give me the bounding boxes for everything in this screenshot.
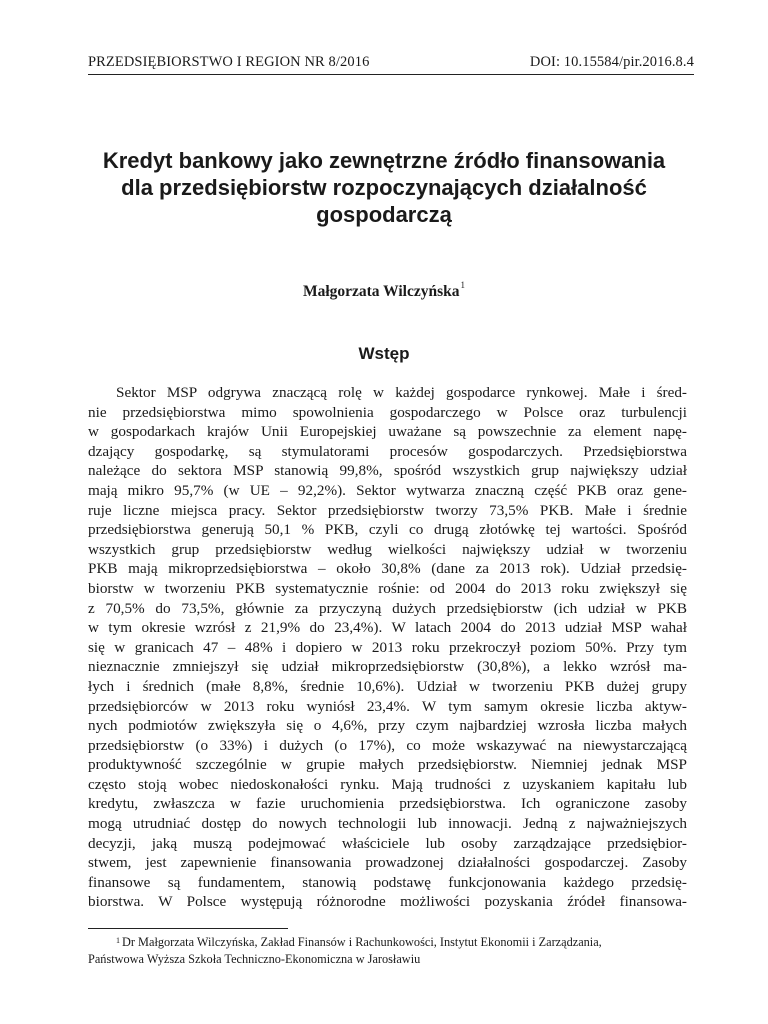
footnote-line: Państwowa Wyższa Szkoła Techniczno-Ekonomiczna w Jarosławiu (88, 952, 421, 966)
author-footnote-mark: 1 (460, 280, 466, 290)
paragraph-line: w gospodarkach krajów Unii Europejskiej uważane są powszechnie za element napę- (88, 423, 687, 441)
paragraph-line: przedsiębiorców w 2013 roku wyniósł 23,4%. W tym samym okresie liczba aktyw- (88, 697, 687, 715)
journal-name: PRZEDSIĘBIORSTWO I REGION NR 8/2016 (88, 54, 370, 70)
paragraph-line: przedsiębiorstw (o 33%) i dużych (o 17%), co może wskazywać na niewystarczającą (88, 736, 687, 754)
footnote-mark: 1 (116, 936, 120, 945)
paragraph-line: mogą utrudniać dostęp do nowych technologii lub innowacji. Jedną z najważniejszych (88, 815, 687, 833)
paragraph-line: produktywność szczególnie w grupie małych przedsiębiorstw. Niemniej jednak MSP (88, 756, 687, 774)
paragraph-line: Sektor MSP odgrywa znaczącą rolę w każdej gospodarce rynkowej. Małe i śred- (116, 384, 687, 401)
title-line: gospodarczą (316, 202, 452, 227)
paragraph-line: wszystkich grup przedsiębiorstw według wielkości największy udział w tworzeniu (88, 540, 687, 558)
paragraph-line: często stoją wobec niedoskonałości rynku. Mają trudności z uzyskaniem kapitału lub (88, 775, 687, 793)
paragraph-line: PKB mają mikroprzedsiębiorstwa – około 30,8% (dane za 2013 rok). Udział przedsię- (88, 560, 687, 578)
section-heading: Wstęp (358, 344, 410, 363)
paragraph-line: nie przedsiębiorstwa mimo spowolnienia gospodarczego w Polsce oraz turbulencji (88, 403, 687, 421)
article-title (80, 147, 688, 228)
paragraph-line: należące do sektora MSP stanowią 99,8%, spośród wszystkich grup największy udział (88, 462, 687, 480)
title-line: dla przedsiębiorstw rozpoczynających działalność (121, 175, 647, 200)
author-name: Małgorzata Wilczyńska (302, 283, 460, 300)
footnote-divider (88, 928, 288, 929)
footnote-text: Dr Małgorzata Wilczyńska, Zakład Finansów i Rachunkowości, Instytut Ekonomii i Zarządzania, (122, 935, 602, 949)
paragraph-line: decyzji, jaką muszą podejmować właściciele lub osoby zarządzające przedsiębior- (88, 834, 687, 852)
paragraph-line: biorstw w tworzeniu PKB systematycznie rośnie: od 2004 do 2013 roku zwiększył się (88, 579, 687, 597)
paragraph-line: dzający gospodarkę, są stymulatorami procesów gospodarczych. Przedsiębiorstwa (88, 442, 687, 460)
paragraph-line: przedsiębiorstwa generują 50,1 % PKB, czyli co drugą złotówkę tej wartości. Spośród (88, 521, 687, 539)
paragraph-line: finansowe są fundamentem, stanowią podstawę funkcjonowania każdego przedsię- (88, 873, 687, 891)
paragraph-line: biorstwa. W Polsce występują różnorodne możliwości pozyskania źródeł finansowa- (88, 893, 687, 911)
paragraph-line: w tym okresie wzrósł z 21,9% do 23,4%). W latach 2004 do 2013 udział MSP wahał (88, 619, 687, 637)
author (0, 280, 768, 301)
paragraph-line: się w granicach 47 – 48% i dopiero w 2013 roku przekroczył poziom 50%. Przy tym (88, 638, 687, 656)
footnote-line (88, 934, 687, 951)
paragraph-line: ruje liczne miejsca pracy. Sektor przedsiębiorstw tworzy 73,5% PKB. Małe i średnie (88, 501, 687, 519)
title-line: Kredyt bankowy jako zewnętrzne źródło finansowania (102, 148, 666, 173)
paragraph-line: mają mikro 95,7% (w UE – 92,2%). Sektor wytwarza znaczną część PKB oraz gene- (88, 481, 687, 499)
paragraph-line: łych i średnich (małe 8,8%, średnie 10,6%). Udział w tworzeniu PKB dużej grupy (88, 677, 687, 695)
body-paragraph (88, 383, 687, 912)
paragraph-line: stwem, jest zapewnienie finansowania prowadzonej działalności gospodarczej. Zasoby (88, 854, 687, 872)
paragraph-line: z 70,5% do 73,5%, głównie za przyczyną dużych przedsiębiorstw (ich udział w PKB (88, 599, 687, 617)
paragraph-line: nieznacznie zmniejszył się udział mikroprzedsiębiorstw (30,8%), a lekko wzrósł ma- (88, 658, 687, 676)
running-header (88, 54, 694, 75)
paragraph-line: nych podmiotów zwiększyła się o 4,6%, przy czym najbardziej wzrosła liczba małych (88, 717, 687, 735)
paragraph-line: kredytu, zwłaszcza w fazie uruchomienia przedsiębiorstwa. Ich ograniczone zasoby (88, 795, 687, 813)
footnote (88, 934, 687, 968)
doi: DOI: 10.15584/pir.2016.8.4 (529, 54, 694, 70)
